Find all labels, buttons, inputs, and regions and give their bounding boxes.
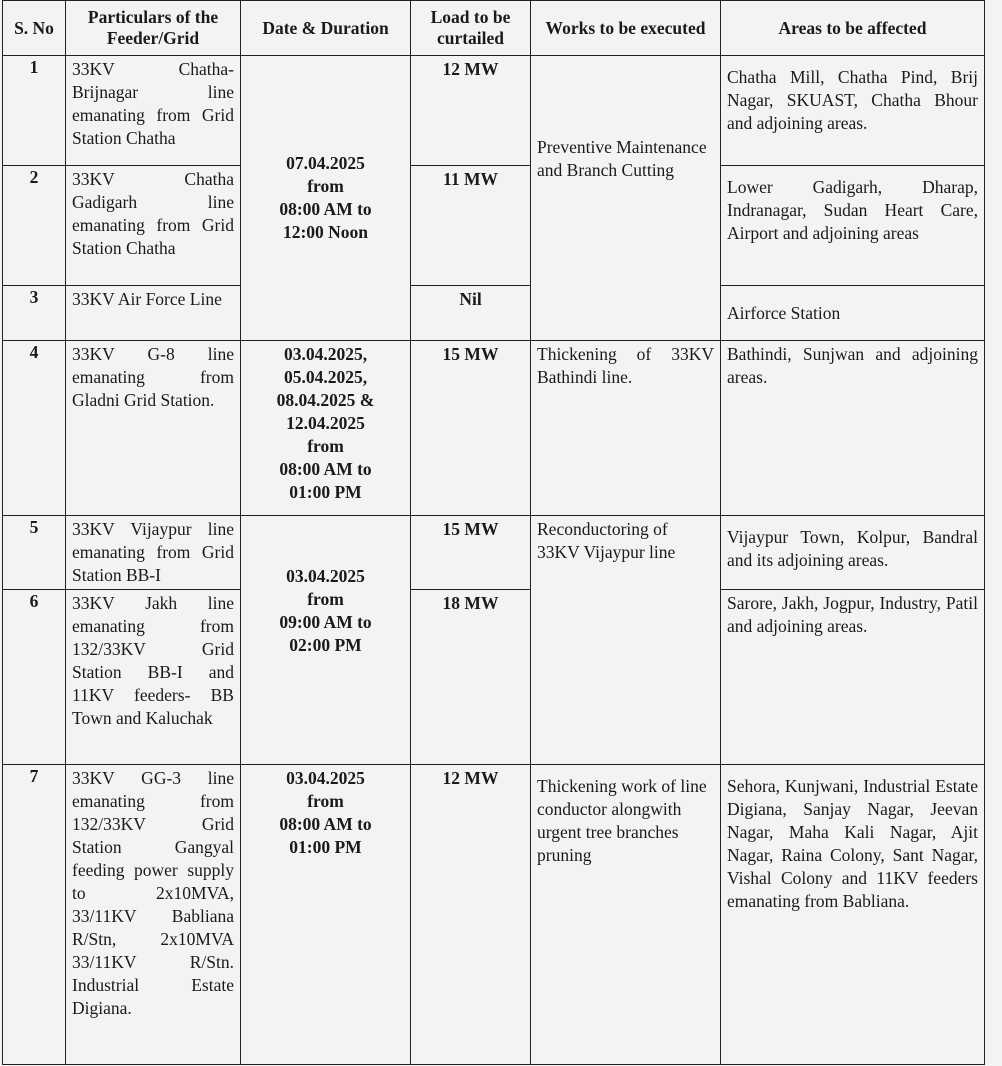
header-particulars: Particulars of the Feeder/Grid (66, 1, 241, 56)
particulars: 33KV GG-3 line emanating from 132/33KV Grid Station Gangyal feeding power supply to 2x10MVA, 33/11KV Babliana R/Stn, 2x10MVA 33/11KV R/Stn. Industrial Estate Digiana. (66, 765, 241, 1065)
works: Thickening work of line conductor alongwith urgent tree branches pruning (531, 765, 721, 1065)
works: Reconductoring of 33KV Vijaypur line (531, 516, 721, 765)
table-row (3, 166, 985, 286)
load: 11 MW (411, 166, 531, 286)
date-duration: 03.04.2025, 05.04.2025, 08.04.2025 & 12.04.2025 from 08:00 AM to 01:00 PM (241, 341, 411, 516)
table-row (3, 56, 985, 166)
table-row (3, 590, 985, 765)
particulars: 33KV Chatha-Brijnagar line emanating from Grid Station Chatha (66, 56, 241, 166)
header-load: Load to be curtailed (411, 1, 531, 56)
date-duration: 07.04.2025 from 08:00 AM to 12:00 Noon (241, 56, 411, 341)
date-duration: 03.04.2025 from 09:00 AM to 02:00 PM (241, 516, 411, 765)
table-row (3, 341, 985, 516)
works: Preventive Maintenance and Branch Cutting (531, 56, 721, 341)
works: Thickening of 33KV Bathindi line. (531, 341, 721, 516)
particulars: 33KV Chatha Gadigarh line emanating from Grid Station Chatha (66, 166, 241, 286)
areas: Sarore, Jakh, Jogpur, Industry, Patil and adjoining areas. (721, 590, 985, 765)
header-row (3, 1, 985, 56)
header-works: Works to be executed (531, 1, 721, 56)
table-row (3, 516, 985, 590)
load: 18 MW (411, 590, 531, 765)
load: Nil (411, 286, 531, 341)
particulars: 33KV Jakh line emanating from 132/33KV Grid Station BB-I and 11KV feeders- BB Town and Kaluchak (66, 590, 241, 765)
sno: 7 (3, 765, 66, 1065)
areas: Sehora, Kunjwani, Industrial Estate Digiana, Sanjay Nagar, Jeevan Nagar, Maha Kali Nagar, Ajit Nagar, Raina Colony, Sant Nagar, Vishal Colony and 11KV feeders emanating from Babliana. (721, 765, 985, 1065)
load: 12 MW (411, 56, 531, 166)
particulars: 33KV Vijaypur line emanating from Grid Station BB-I (66, 516, 241, 590)
load: 12 MW (411, 765, 531, 1065)
load: 15 MW (411, 516, 531, 590)
header-date: Date & Duration (241, 1, 411, 56)
sno: 1 (3, 56, 66, 166)
areas: Airforce Station (721, 286, 985, 341)
table-row (3, 765, 985, 1065)
date-duration: 03.04.2025 from 08:00 AM to 01:00 PM (241, 765, 411, 1065)
areas: Bathindi, Sunjwan and adjoining areas. (721, 341, 985, 516)
sno: 2 (3, 166, 66, 286)
header-sno: S. No (3, 1, 66, 56)
shutdown-schedule-table (2, 0, 985, 1065)
particulars: 33KV Air Force Line (66, 286, 241, 341)
load: 15 MW (411, 341, 531, 516)
particulars: 33KV G-8 line emanating from Gladni Grid Station. (66, 341, 241, 516)
areas: Lower Gadigarh, Dharap, Indranagar, Sudan Heart Care, Airport and adjoining areas (721, 166, 985, 286)
areas: Chatha Mill, Chatha Pind, Brij Nagar, SKUAST, Chatha Bhour and adjoining areas. (721, 56, 985, 166)
sno: 6 (3, 590, 66, 765)
areas: Vijaypur Town, Kolpur, Bandral and its adjoining areas. (721, 516, 985, 590)
sno: 5 (3, 516, 66, 590)
sno: 4 (3, 341, 66, 516)
header-areas: Areas to be affected (721, 1, 985, 56)
table-row (3, 286, 985, 341)
sno: 3 (3, 286, 66, 341)
